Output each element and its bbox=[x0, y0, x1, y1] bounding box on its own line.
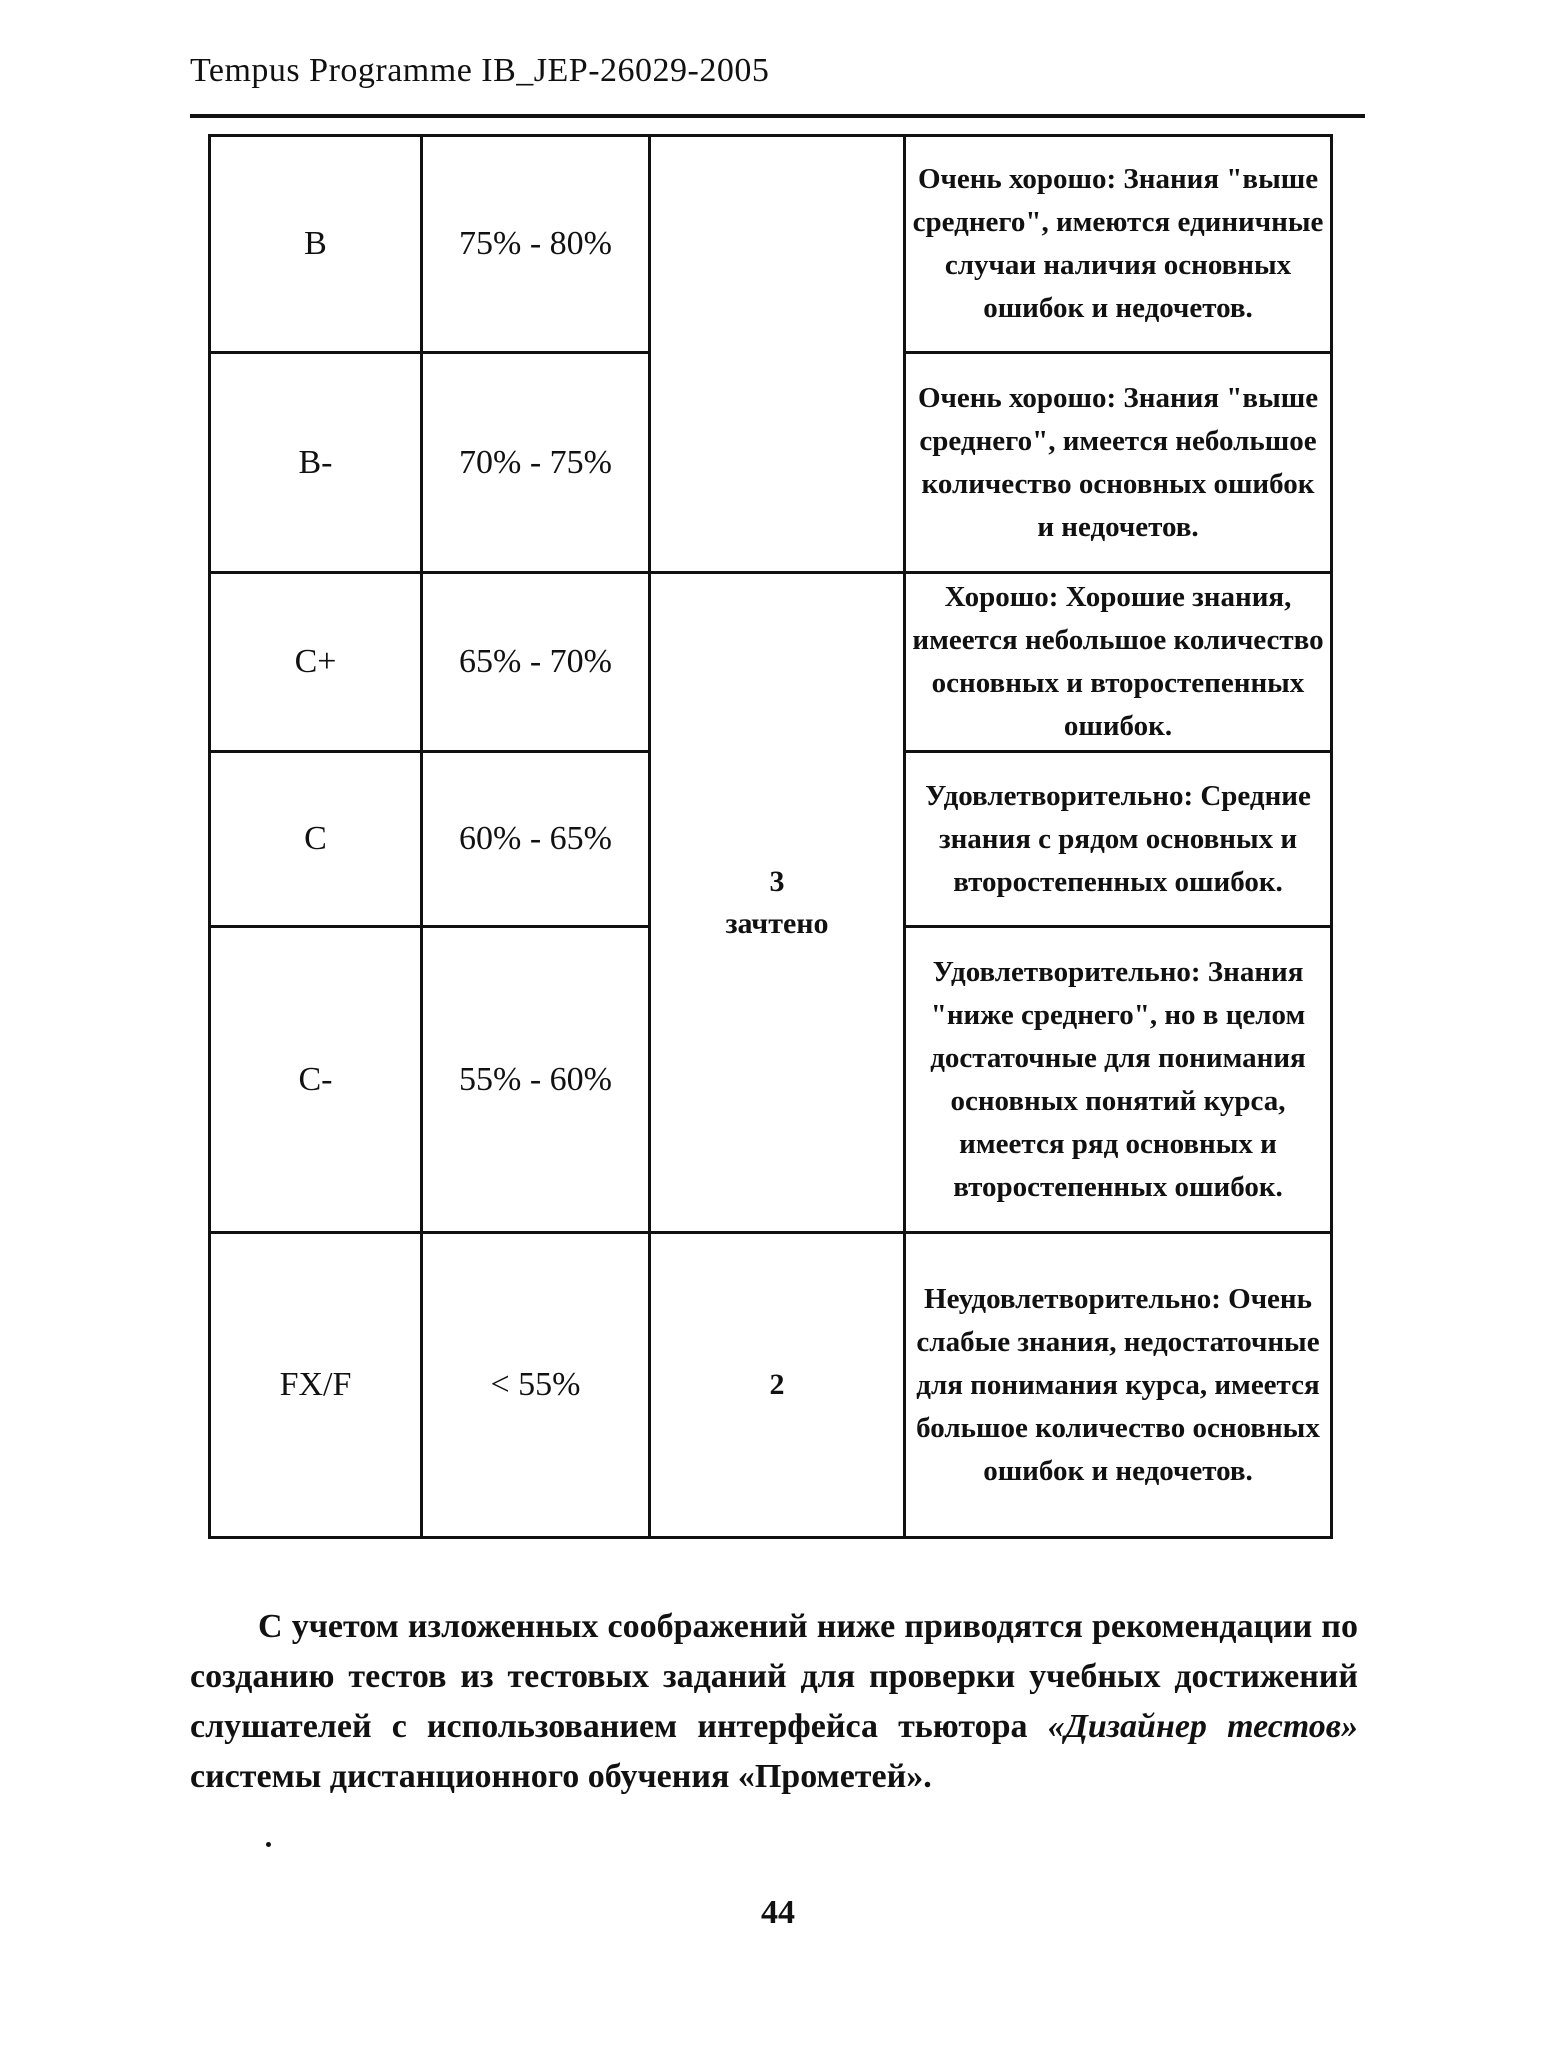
description-cell: Удовлетворительно: Знания "ниже среднего", но в целом достаточные для понимания основных понятий курса, имеется ряд основных и второстепенных ошибок. bbox=[905, 927, 1332, 1233]
grade-cell: B bbox=[210, 136, 422, 353]
national-grade-value: 3 bbox=[769, 864, 785, 898]
stray-dot bbox=[266, 1842, 271, 1847]
paragraph-text: С учетом изложенных соображений ниже приводятся рекомендации по созданию тестов из тестовых заданий для проверки учебных достижений слушателей с использованием интерфейса тьютора bbox=[190, 1608, 1358, 1745]
description-cell: Очень хорошо: Знания "выше среднего", имеется небольшое количество основных ошибок и недочетов. bbox=[905, 353, 1332, 573]
table-row bbox=[210, 1233, 1332, 1538]
grade-cell: C bbox=[210, 752, 422, 927]
national-grade-cell bbox=[650, 573, 905, 1233]
grade-cell: FX/F bbox=[210, 1233, 422, 1538]
description-cell: Удовлетворительно: Средние знания с рядом основных и второстепенных ошибок. bbox=[905, 752, 1332, 927]
paragraph-emphasis: «Дизайнер тестов» bbox=[1047, 1708, 1358, 1745]
percent-cell: 60% - 65% bbox=[422, 752, 650, 927]
page-number: 44 bbox=[761, 1894, 795, 1931]
percent-cell: 65% - 70% bbox=[422, 573, 650, 752]
national-grade-note: зачтено bbox=[725, 906, 829, 940]
description-cell: Неудовлетворительно: Очень слабые знания, недостаточные для понимания курса, имеется большое количество основных ошибок и недочетов. bbox=[905, 1233, 1332, 1538]
national-grade-cell-empty bbox=[650, 136, 905, 573]
national-grade-cell: 2 bbox=[650, 1233, 905, 1538]
percent-cell: 70% - 75% bbox=[422, 353, 650, 573]
percent-cell: < 55% bbox=[422, 1233, 650, 1538]
grading-table bbox=[208, 134, 1333, 1539]
header-rule bbox=[190, 114, 1365, 118]
grade-cell: B- bbox=[210, 353, 422, 573]
percent-cell: 75% - 80% bbox=[422, 136, 650, 353]
grade-cell: C- bbox=[210, 927, 422, 1233]
percent-cell: 55% - 60% bbox=[422, 927, 650, 1233]
description-cell: Хорошо: Хорошие знания, имеется небольшое количество основных и второстепенных ошибок. bbox=[905, 573, 1332, 752]
table-row bbox=[210, 573, 1332, 752]
description-cell: Очень хорошо: Знания "выше среднего", имеются единичные случаи наличия основных ошибок и недочетов. bbox=[905, 136, 1332, 353]
running-header: Tempus Programme IB_JEP-26029-2005 bbox=[190, 52, 770, 89]
body-paragraph bbox=[190, 1602, 1358, 1802]
grade-cell: C+ bbox=[210, 573, 422, 752]
paragraph-text-end: системы дистанционного обучения «Прометей». bbox=[190, 1758, 932, 1795]
table-row bbox=[210, 136, 1332, 353]
